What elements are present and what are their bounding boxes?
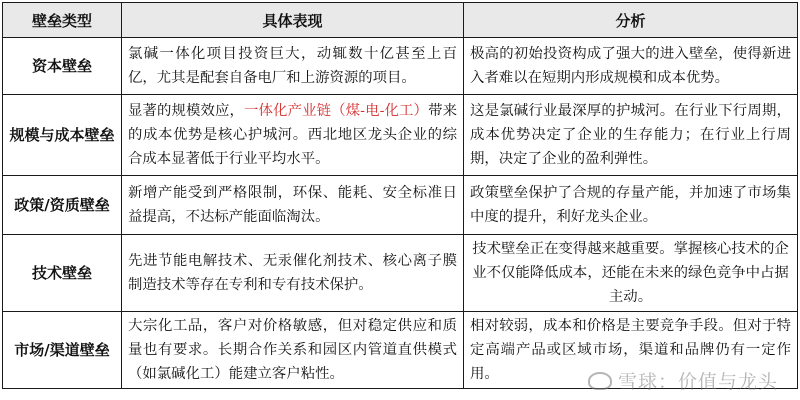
watermark-text: 雪球：价值与龙头 xyxy=(617,371,778,393)
watermark xyxy=(588,367,778,394)
manifestation-cell: 大宗化工品，客户对价格敏感，但对稳定供应和质量也有要求。长期合作关系和园区内管道直供模式（如氯碱化工）能建立客户粘性。 xyxy=(122,312,464,389)
analysis-cell: 技术壁垒正在变得越来越重要。掌握核心技术的企业不仅能降低成本，还能在未来的绿色竞争中占据主动。 xyxy=(464,235,798,312)
barrier-type-cell: 规模与成本壁垒 xyxy=(3,95,122,176)
table-row xyxy=(3,235,798,312)
table-header-row xyxy=(3,3,798,38)
analysis-cell: 极高的初始投资构成了强大的进入壁垒，使得新进入者难以在短期内形成规模和成本优势。 xyxy=(464,38,798,95)
manifestation-cell: 先进节能电解技术、无汞催化剂技术、核心离子膜制造技术等存在专利和专有技术保护。 xyxy=(122,235,464,312)
barrier-type-cell: 资本壁垒 xyxy=(3,38,122,95)
barrier-table xyxy=(2,2,798,389)
snowball-logo-icon xyxy=(588,372,612,390)
manifestation-cell xyxy=(122,95,464,176)
barrier-type-cell: 技术壁垒 xyxy=(3,235,122,312)
analysis-cell: 相对较弱，成本和价格是主要竞争手段。但对于特定高端产品或区域市场，渠道和品牌仍有一定作用。 xyxy=(464,312,798,389)
header-barrier-type: 壁垒类型 xyxy=(3,3,122,38)
barrier-type-cell: 市场/渠道壁垒 xyxy=(3,312,122,389)
manifestation-text: 带来的成本优势是核心护城河。西北地区龙头企业的综合成本显著低于行业平均水平。 xyxy=(128,103,457,167)
analysis-cell: 这是氯碱行业最深厚的护城河。在行业下行周期，成本优势决定了企业的生存能力；在行业上行周期，决定了企业的盈利弹性。 xyxy=(464,95,798,176)
barrier-type-cell: 政策/资质壁垒 xyxy=(3,176,122,235)
analysis-cell: 政策壁垒保护了合规的存量产能，并加速了市场集中度的提升，利好龙头企业。 xyxy=(464,176,798,235)
manifestation-cell: 氯碱一体化项目投资巨大，动辄数十亿甚至上百亿，尤其是配套自备电厂和上游资源的项目。 xyxy=(122,38,464,95)
manifestation-cell: 新增产能受到严格限制，环保、能耗、安全标准日益提高，不达标产能面临淘汰。 xyxy=(122,176,464,235)
header-analysis: 分析 xyxy=(464,3,798,38)
highlighted-industry-chain: 一体化产业链（煤-电-化工） xyxy=(244,103,429,119)
table-row xyxy=(3,95,798,176)
table-row xyxy=(3,176,798,235)
manifestation-text: 显著的规模效应， xyxy=(128,103,245,119)
table-row xyxy=(3,38,798,95)
header-manifestation: 具体表现 xyxy=(122,3,464,38)
